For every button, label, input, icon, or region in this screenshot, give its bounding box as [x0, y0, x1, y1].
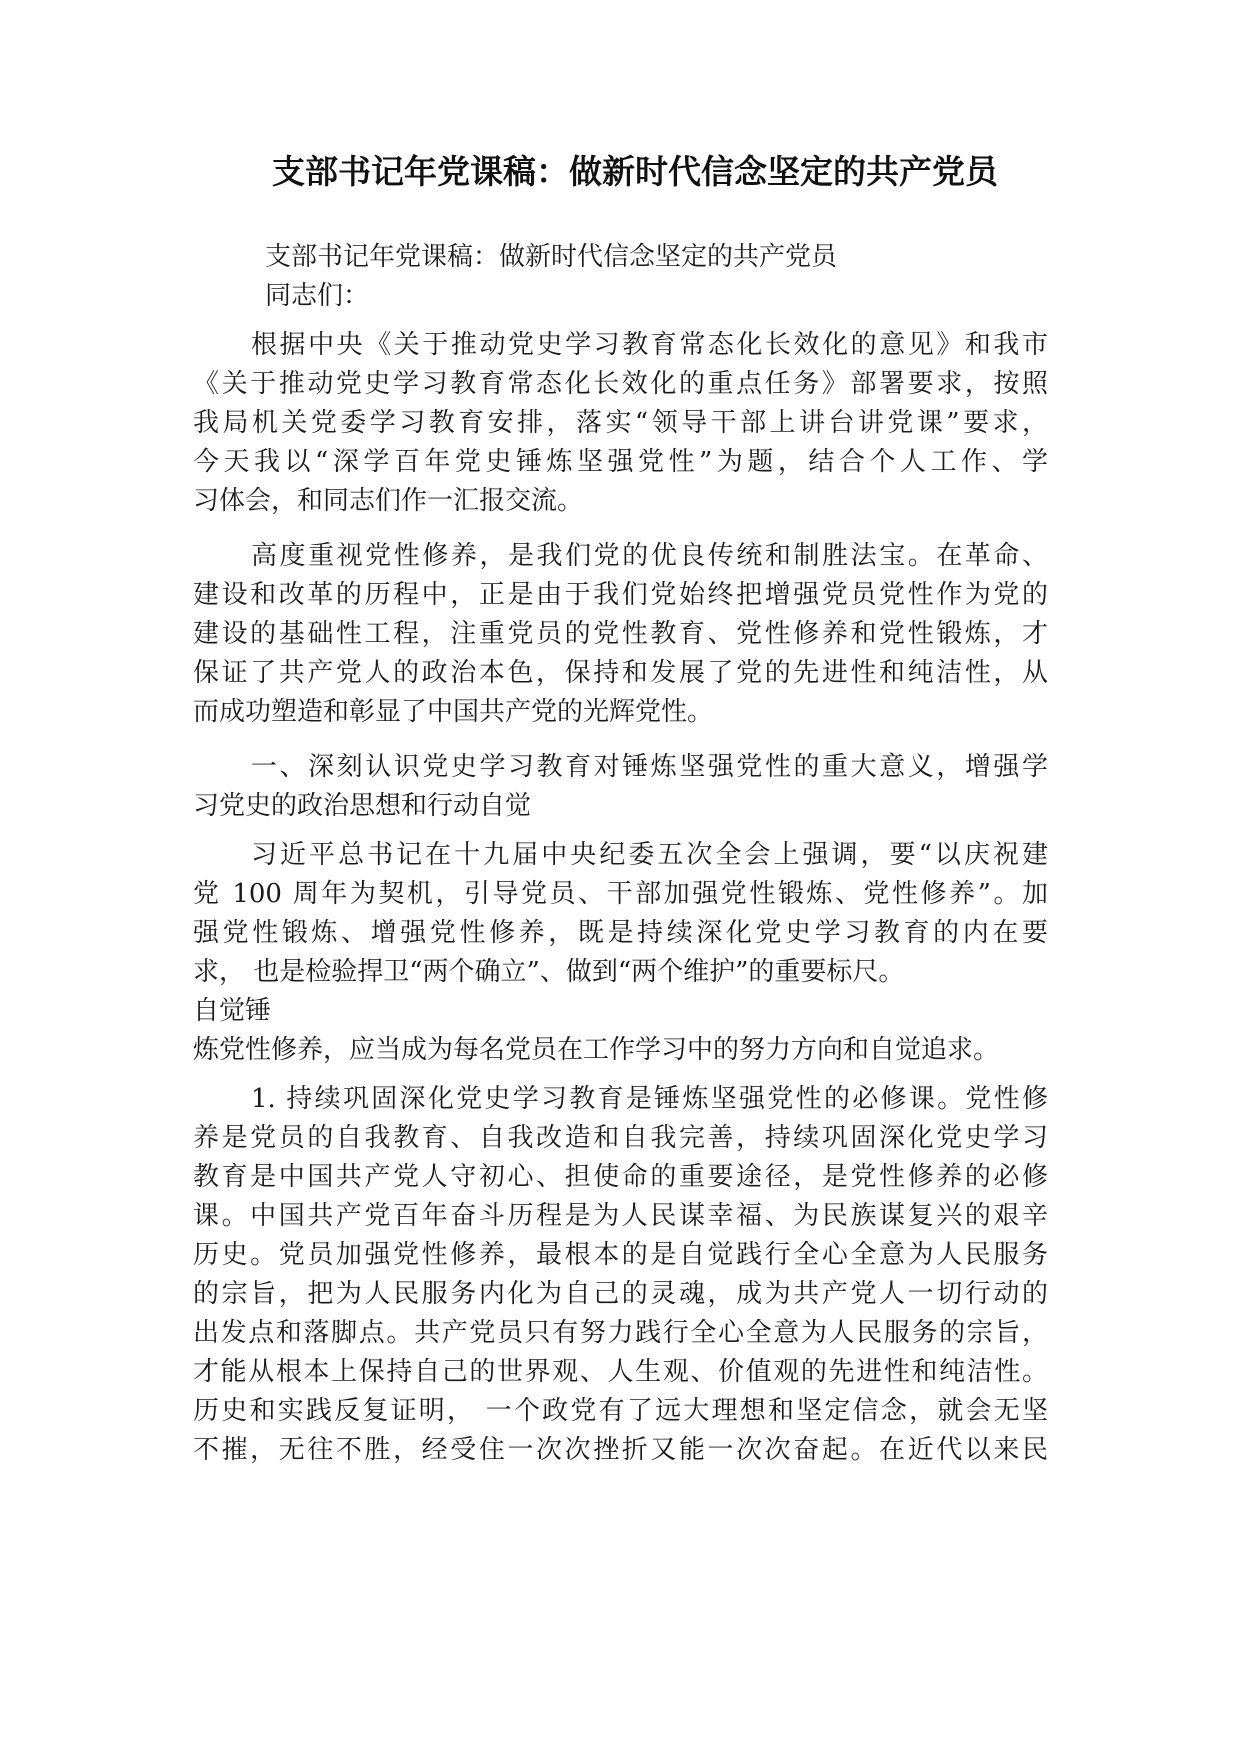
paragraph-line: 建设的基础性工程，注重党员的党性教育、党性修养和党性锻炼，才 — [193, 619, 1048, 649]
salutation-line: 同志们： — [265, 281, 370, 311]
paragraph-line: 高度重视党性修养，是我们党的优良传统和制胜法宝。在革命、 — [251, 541, 1048, 571]
paragraph-line: 建设和改革的历程中，正是由于我们党始终把增强党员党性作为党的 — [193, 580, 1048, 610]
paragraph-line: 求， 也是检验捍卫“两个确立”、做到“两个维护”的重要标尺。 — [193, 957, 905, 987]
paragraph-line: 养是党员的自我教育、自我改造和自我完善，持续巩固深化党史学习 — [193, 1123, 1048, 1153]
paragraph-line: 历史和实践反复证明， 一个政党有了远大理想和坚定信念，就会无坚 — [193, 1396, 1048, 1426]
paragraph-line: 教育是中国共产党人守初心、担使命的重要途径，是党性修养的必修 — [193, 1162, 1048, 1192]
paragraph-line: 根据中央《关于推动党史学习教育常态化长效化的意见》和我市 — [251, 330, 1048, 360]
paragraph-line: 历史。党员加强党性修养，最根本的是自觉践行全心全意为人民服务 — [193, 1240, 1048, 1270]
document-title: 支部书记年党课稿：做新时代信念坚定的共产党员 — [272, 152, 998, 191]
section-heading-line: 习党史的政治思想和行动自觉 — [193, 791, 532, 821]
paragraph-line: 炼党性修养，应当成为每名党员在工作学习中的努力方向和自觉追求。 — [193, 1035, 1000, 1065]
paragraph-line: 党 100 周年为契机，引导党员、干部加强党性锻炼、党性修养”。加 — [193, 879, 1048, 909]
paragraph-line: 出发点和落脚点。共产党员只有努力践行全心全意为人民服务的宗旨， — [193, 1318, 1048, 1348]
section-heading-line: 一、深刻认识党史学习教育对锤炼坚强党性的重大意义，增强学 — [251, 752, 1048, 782]
paragraph-line: 《关于推动党史学习教育常态化长效化的重点任务》部署要求，按照 — [193, 369, 1048, 399]
paragraph-line: 而成功塑造和彰显了中国共产党的光辉党性。 — [193, 697, 714, 727]
paragraph-line: 我局机关党委学习教育安排，落实“领导干部上讲台讲党课”要求， — [193, 408, 1048, 438]
paragraph-line: 习体会，和同志们作一汇报交流。 — [193, 486, 584, 516]
paragraph-line: 课。中国共产党百年奋斗历程是为人民谋幸福、为民族谋复兴的艰辛 — [193, 1201, 1048, 1231]
paragraph-line: 的宗旨，把为人民服务内化为自己的灵魂，成为共产党人一切行动的 — [193, 1279, 1048, 1309]
paragraph-line: 今天我以“深学百年党史锤炼坚强党性”为题，结合个人工作、学 — [193, 447, 1048, 477]
document-body — [193, 238, 1048, 1470]
paragraph-line: 不摧，无往不胜，经受住一次次挫折又能一次次奋起。在近代以来民 — [193, 1435, 1048, 1465]
paragraph-line: 习近平总书记在十九届中央纪委五次全会上强调，要“以庆祝建 — [251, 840, 1048, 870]
paragraph-line: 保证了共产党人的政治本色，保持和发展了党的先进性和纯洁性，从 — [193, 658, 1048, 688]
paragraph-line: 自觉锤 — [193, 996, 272, 1026]
paragraph-line: 1. 持续巩固深化党史学习教育是锤炼坚强党性的必修课。党性修 — [251, 1084, 1048, 1114]
paragraph-line: 强党性锻炼、增强党性修养，既是持续深化党史学习教育的内在要 — [193, 918, 1048, 948]
paragraph-line: 才能从根本上保持自己的世界观、人生观、价值观的先进性和纯洁性。 — [193, 1357, 1048, 1387]
subtitle-line: 支部书记年党课稿：做新时代信念坚定的共产党员 — [265, 242, 838, 272]
